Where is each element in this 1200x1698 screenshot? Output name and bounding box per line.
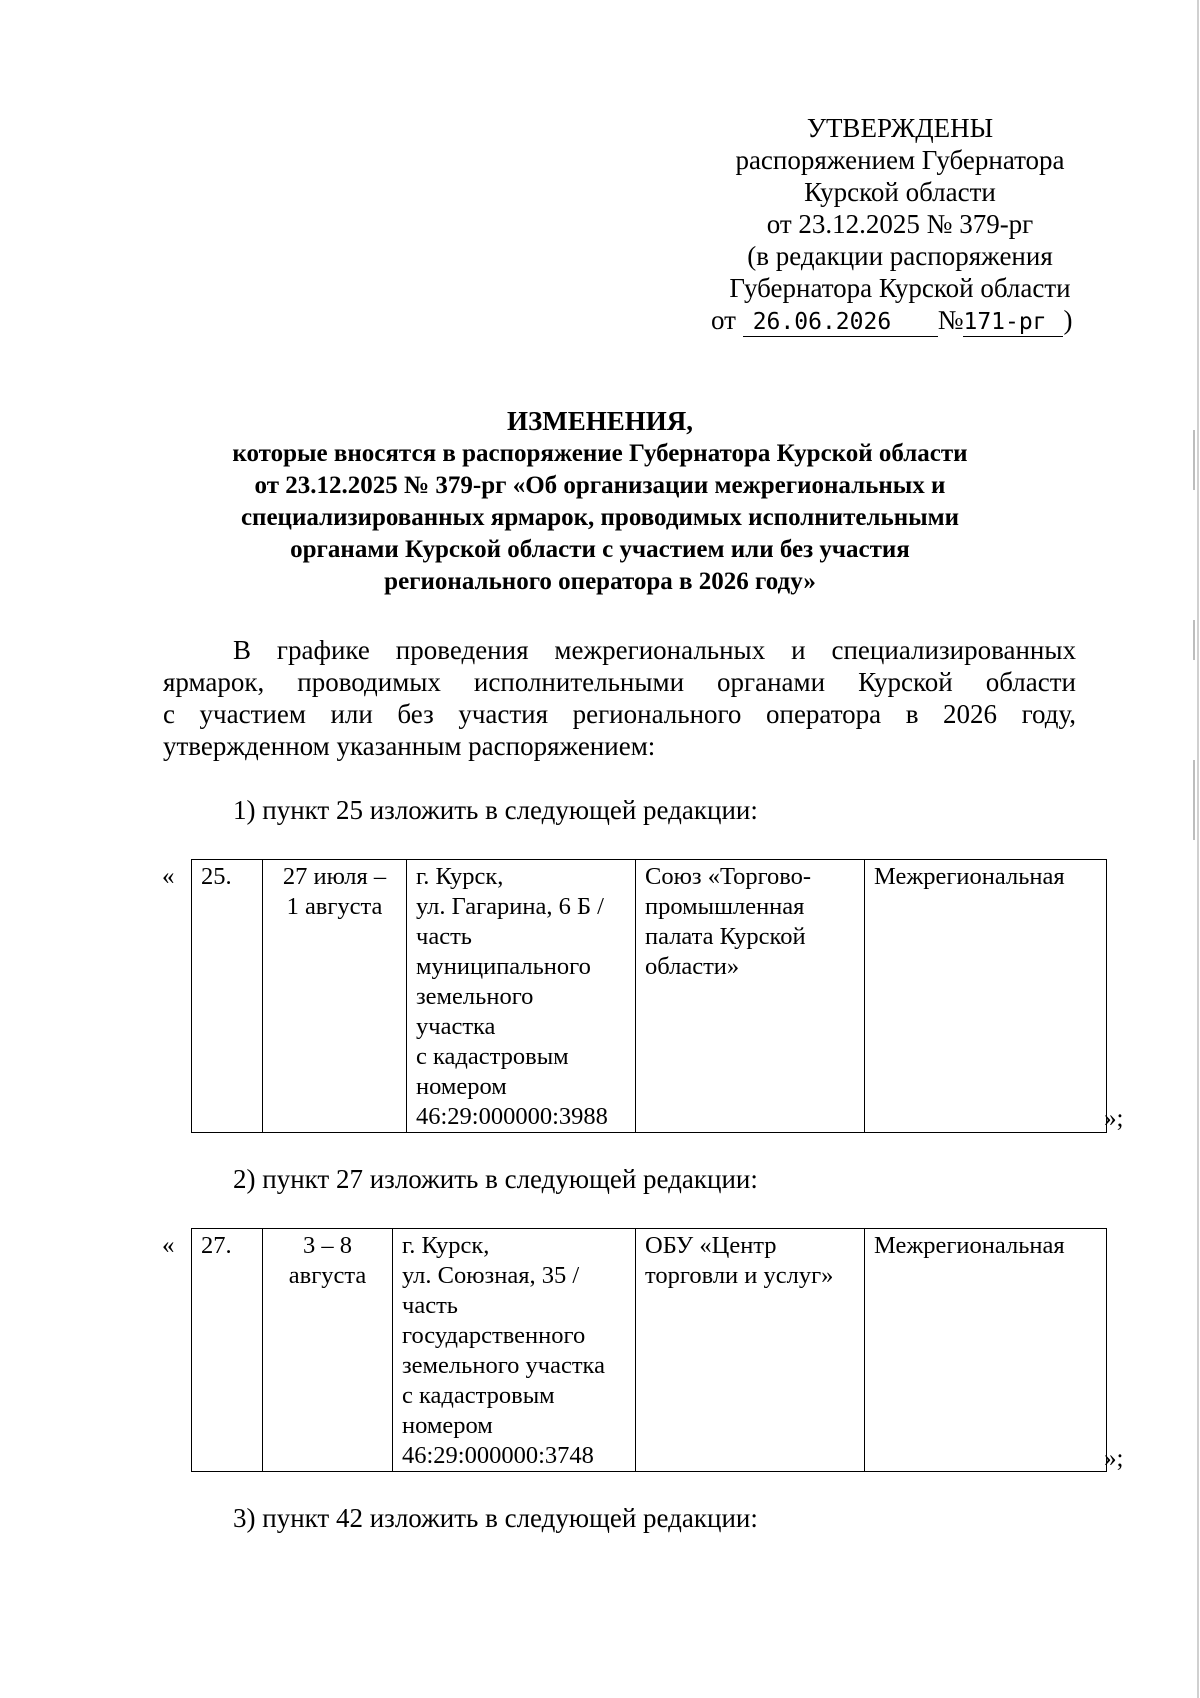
intro-line: ярмарок, проводимых исполнительными органами Курской области: [163, 667, 1076, 697]
open-quote: «: [162, 1232, 175, 1259]
cell-line: 46:29:000000:3748: [402, 1442, 594, 1469]
heading-subtitle-line: которые вносятся в распоряжение Губернатора Курской области: [232, 440, 968, 467]
heading-title: ИЗМЕНЕНИЯ,: [506, 406, 693, 436]
open-quote: «: [162, 863, 175, 890]
cell-organizer: [636, 1229, 865, 1472]
item-label: 1) пункт 25 изложить в следующей редакции:: [233, 795, 758, 825]
cell-line: 1 августа: [286, 893, 383, 920]
cell-line: области»: [645, 953, 740, 980]
cell-line: номером: [402, 1412, 493, 1439]
cell-line: номером: [416, 1073, 507, 1100]
cell-line: часть: [402, 1292, 458, 1319]
cell-line: г. Курск,: [402, 1232, 490, 1259]
approval-line: Курской области: [804, 177, 996, 207]
intro-paragraph: [163, 634, 1076, 762]
cell-line: Межрегиональная: [874, 1232, 1065, 1259]
close-quote: »;: [1104, 1445, 1124, 1472]
cell-line: 46:29:000000:3988: [416, 1103, 608, 1130]
cell-line: с кадастровым: [402, 1382, 555, 1409]
cell-line: 27 июля –: [282, 863, 387, 890]
intro-line: с участием или без участия регионального оператора в 2026 году,: [163, 699, 1076, 729]
cell-line: Союз «Торгово-: [645, 863, 812, 890]
heading-subtitle-line: специализированных ярмарок, проводимых исполнительными: [240, 504, 960, 531]
approval-line: Губернатора Курской области: [729, 273, 1071, 303]
cell-line: ул. Союзная, 35 /: [402, 1262, 580, 1289]
intro-line: утвержденном указанным распоряжением:: [163, 731, 656, 761]
cell-line: августа: [288, 1262, 367, 1289]
cell-line: государственного: [402, 1322, 586, 1349]
cell-location: [393, 1229, 636, 1472]
amendment-table: [191, 1228, 1107, 1472]
close-quote: »;: [1104, 1105, 1124, 1132]
cell-line: ул. Гагарина, 6 Б /: [416, 893, 604, 920]
intro-line: В графике проведения межрегиональных и специализированных: [233, 635, 1076, 665]
document-heading: [140, 404, 1060, 598]
scan-edge-mark: [1193, 760, 1195, 840]
cell-line: торговли и услуг»: [645, 1262, 834, 1289]
cell-dates: [263, 860, 407, 1133]
cell-line: Межрегиональная: [874, 863, 1065, 890]
scan-edge-mark: [1193, 430, 1195, 490]
cell-number-text: 25.: [201, 863, 232, 890]
approval-date-line: [690, 304, 1110, 337]
cell-location: [407, 860, 636, 1133]
scan-edge-line: [1197, 0, 1199, 1698]
cell-line: 3 – 8: [303, 1232, 352, 1259]
approval-line: от 23.12.2025 № 379-рг: [766, 209, 1034, 239]
cell-dates: [263, 1229, 393, 1472]
item-label: 3) пункт 42 изложить в следующей редакции:: [233, 1503, 758, 1533]
cell-line: с кадастровым: [416, 1043, 569, 1070]
cell-line: муниципального: [416, 953, 591, 980]
cell-number: [192, 1229, 263, 1472]
approval-line: УТВЕРЖДЕНЫ: [806, 113, 994, 143]
approval-line: (в редакции распоряжения: [747, 241, 1053, 271]
heading-subtitle-line: регионального оператора в 2026 году»: [384, 568, 816, 595]
approval-close-paren: ): [1063, 305, 1073, 335]
approval-from-label: от: [711, 305, 736, 335]
item-label: 2) пункт 27 изложить в следующей редакции:: [233, 1164, 758, 1194]
cell-line: ОБУ «Центр: [645, 1232, 777, 1259]
cell-line: земельного участка: [402, 1352, 605, 1379]
cell-line: промышленная: [645, 893, 805, 920]
heading-subtitle-line: органами Курской области с участием или без участия: [290, 536, 910, 563]
approval-block: [690, 112, 1110, 337]
approval-date-value: 26.06.2026: [743, 308, 938, 337]
table-row: [192, 860, 1107, 1133]
heading-subtitle-line: от 23.12.2025 № 379-рг «Об организации межрегиональных и: [254, 472, 946, 499]
cell-line: участка: [416, 1013, 496, 1040]
approval-line: распоряжением Губернатора: [735, 145, 1065, 175]
cell-type: [865, 860, 1107, 1133]
scan-edge-mark: [1193, 620, 1195, 660]
cell-type: [865, 1229, 1107, 1472]
cell-organizer: [636, 860, 865, 1133]
amendment-table: [191, 859, 1107, 1133]
approval-number-value: 171-рг: [963, 308, 1063, 337]
table-row: [192, 1229, 1107, 1472]
cell-number: [192, 860, 263, 1133]
cell-line: г. Курск,: [416, 863, 504, 890]
cell-line: часть: [416, 923, 472, 950]
approval-number-label: №: [937, 305, 964, 335]
cell-number-text: 27.: [201, 1232, 232, 1259]
cell-line: земельного: [416, 983, 534, 1010]
cell-line: палата Курской: [645, 923, 806, 950]
